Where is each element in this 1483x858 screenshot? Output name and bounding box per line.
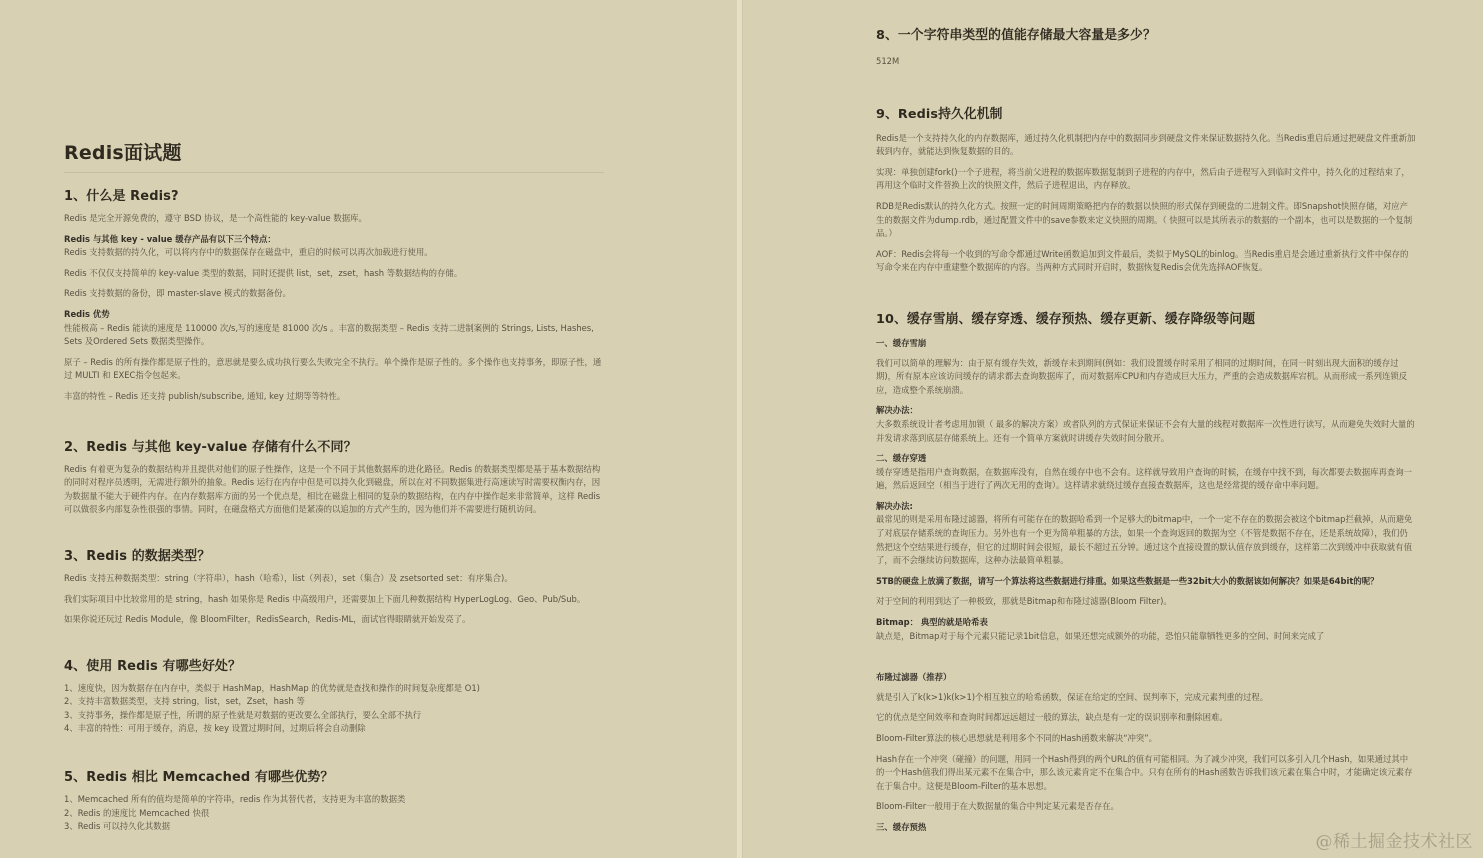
features-label: Redis 与其他 key - value 缓存产品有以下三个特点： — [64, 233, 276, 244]
feature-item: Redis 支持数据的备份，即 master-slave 模式的数据备份。 — [64, 288, 291, 299]
section-heading: 9、Redis持久化机制 — [876, 106, 1003, 122]
paragraph: 对于空间的利用到达了一种极致，那就是Bitmap和布隆过滤器(Bloom Filter)。 — [876, 596, 1172, 607]
paragraph: Redis是一个支持持久化的内存数据库，通过持久化机制把内存中的数据同步到硬盘文件来保证数据持久化。当Redis重启后通过把硬盘文件重新加载到内存，就能达到恢复数据的目的。 — [876, 132, 1416, 157]
section-heading: 5、Redis 相比 Memcached 有哪些优势？ — [64, 770, 334, 786]
paragraph: Redis 是完全开源免费的，遵守 BSD 协议，是一个高性能的 key-value 数据库。 — [64, 213, 367, 223]
left-page — [0, 0, 737, 858]
paragraph: 缓存穿透是指用户查询数据，在数据库没有，自然在缓存中也不会有。这样就导致用户查询的时候，在缓存中找不到，每次都要去数据库再查询一遍，然后返回空（相当于进行了两次无用的查询）。这样请求就绕过缓存直接查数据库，这也是经常提的缓存命中率问题。 — [876, 466, 1412, 491]
paragraph: 大多数系统设计者考虑用加锁（ 最多的解决方案）或者队列的方式保证来保证不会有大量的线程对数据库一次性进行读写，从而避免失效时大量的并发请求落到底层存储系统上。还有一个简单方案就时讲缓存失效时间分散开。 — [876, 418, 1415, 443]
section-heading: 10、缓存雪崩、缓存穿透、缓存预热、缓存更新、缓存降级等问题 — [876, 311, 1256, 327]
paragraph: AOF：Redis会将每一个收到的写命令都通过Write函数追加到文件最后，类似于MySQL的binlog。当Redis重启是会通过重新执行文件中保存的写命令来在内存中重建整个数据库的内容。当两种方式同时开启时，数据恢复Redis会优先选择AOF恢复。 — [876, 248, 1409, 273]
section-heading: 4、使用 Redis 有哪些好处？ — [64, 658, 242, 674]
paragraph: Bloom-Filter一般用于在大数据量的集合中判定某元素是否存在。 — [876, 801, 1119, 812]
bitmap-label: Bitmap： 典型的就是哈希表 — [876, 617, 988, 628]
paragraph: 我们可以简单的理解为：由于原有缓存失效，新缓存未到期间(例如：我们设置缓存时采用了相同的过期时间，在同一时刻出现大面积的缓存过期)，所有原本应该访问缓存的请求都去查询数据库了，而对数据库CPU和内存造成巨大压力，严重的会造成数据库宕机。从而形成一系列连锁反应，造成整个系统崩溃。 — [876, 357, 1408, 395]
list-item: 2、支持丰富数据类型，支持 string，list，set，Zset，hash 等 — [64, 696, 305, 707]
question-5tb: 5TB的硬盘上放满了数据，请写一个算法将这些数据进行排重。如果这些数据是一些32bit大小的数据该如何解决？如果是64bit的呢？ — [876, 575, 1379, 586]
section-redis-vs-kv — [64, 436, 604, 517]
answer: 512M — [876, 56, 900, 66]
paragraph: 它的优点是空间效率和查询时间都远远超过一般的算法，缺点是有一定的误识别率和删除困难。 — [876, 712, 1228, 723]
advantage-item: 丰富的特性 – Redis 还支持 publish/subscribe, 通知, key 过期等等特性。 — [64, 390, 346, 401]
feature-item: Redis 支持数据的持久化，可以将内存中的数据保存在磁盘中，重启的时候可以再次加载进行使用。 — [64, 247, 433, 258]
solution-label: 解决办法: — [876, 500, 913, 511]
section-data-types — [64, 545, 604, 627]
list-item: 1、速度快，因为数据存在内存中，类似于 HashMap，HashMap 的优势就是查找和操作的时间复杂度都是 O1) — [64, 682, 480, 693]
paragraph: 如果你说还玩过 Redis Module，像 BloomFilter，RedisSearch，Redis-ML，面试官得眼睛就开始发亮了。 — [64, 614, 471, 625]
section-benefits — [64, 655, 604, 736]
subheading-preheat: 三、缓存预热 — [876, 821, 927, 832]
memcached-list — [64, 793, 604, 834]
section-heading: 2、Redis 与其他 key-value 存储有什么不同？ — [64, 439, 357, 455]
advantage-item: 原子 – Redis 的所有操作都是原子性的，意思就是要么成功执行要么失败完全不执行。单个操作是原子性的。多个操作也支持事务，即原子性，通过 MULTI 和 EXEC指令包起来。 — [64, 356, 602, 381]
section-what-is-redis — [64, 185, 604, 404]
advantage-item: 性能极高 – Redis 能读的速度是 110000 次/s,写的速度是 81000 次/s 。丰富的数据类型 – Redis 支持二进制案例的 Strings, Lists, Hashes, Sets 及Ordered Sets 数据类型操作。 — [64, 322, 594, 347]
paragraph: 缺点是，Bitmap对于每个元素只能记录1bit信息，如果还想完成额外的功能，恐怕只能靠牺牲更多的空间、时间来完成了 — [876, 630, 1325, 641]
section-heading: 8、一个字符串类型的值能存储最大容量是多少？ — [876, 28, 1156, 43]
paragraph: Redis 有着更为复杂的数据结构并且提供对他们的原子性操作，这是一个不同于其他数据库的进化路径。Redis 的数据类型都是基于基本数据结构的同时对程序员透明，无需进行额外的抽象。Redis 运行在内存中但是可以持久化到磁盘，所以在对不同数据集进行高速读写时需要权衡内存，因为数据量不能大于硬件内存。在内存数据库方面的另一个优点是，相比在磁盘上相同的复杂的数据结构，在内存中操作起来非常简单，这样 Redis可以做很多内部复杂性很强的事情。同时，在磁盘格式方面他们是紧凑的以追加的方式产生的，因为他们并不需要进行随机访问。 — [64, 463, 601, 515]
paragraph: 实现：单独创建fork()一个子进程，将当前父进程的数据库数据复制到子进程的内存中，然后由子进程写入到临时文件中，持久化的过程结束了，再用这个临时文件替换上次的快照文件，然后子进程退出，内存释放。 — [876, 166, 1410, 191]
section-heading: 3、Redis 的数据类型？ — [64, 548, 211, 564]
paragraph: 我们实际项目中比较常用的是 string，hash 如果你是 Redis 中高级用户，还需要加上下面几种数据结构 HyperLogLog、Geo、Pub/Sub。 — [64, 593, 586, 604]
list-item: 2、Redis 的速度比 Memcached 快很 — [64, 807, 210, 818]
paragraph: RDB是Redis默认的持久化方式。按照一定的时间周期策略把内存的数据以快照的形式保存到硬盘的二进制文件。即Snapshot快照存储，对应产生的数据文件为dump.rdb，通过配置文件中的save参数来定义快照的周期。（ 快照可以是其所表示的数据的一个副本，也可以是数据的一个复制品。） — [876, 200, 1413, 239]
section-cache-issues — [876, 308, 1416, 835]
left-page-content — [64, 138, 604, 858]
list-item: 3、Redis 可以持久化其数据 — [64, 821, 170, 832]
paragraph: 就是引入了k(k>1)k(k>1)个相互独立的哈希函数，保证在给定的空间、误判率下，完成元素判重的过程。 — [876, 691, 1269, 702]
right-page-content — [876, 24, 1416, 835]
bloom-filter-label: 布隆过滤器（推荐） — [876, 672, 952, 683]
benefits-list — [64, 682, 604, 736]
subheading-penetration: 二、缓存穿透 — [876, 453, 927, 464]
subheading-avalanche: 一、缓存雪崩 — [876, 337, 927, 348]
solution-label: 解决办法： — [876, 405, 918, 416]
paragraph: 最常见的则是采用布隆过滤器，将所有可能存在的数据哈希到一个足够大的bitmap中，一个一定不存在的数据会被这个bitmap拦截掉，从而避免了对底层存储系统的查询压力。另外也有一个更为简单粗暴的方法，如果一个查询返回的数据为空（不管是数据不存在，还是系统故障），我们仍然把这个空结果进行缓存，但它的过期时间会很短，最长不超过五分钟。通过这个直接设置的默认值存放到缓存，这样第二次到缓冲中获取就有值了，而不会继续访问数据库，这种办法最简单粗暴。 — [876, 514, 1413, 566]
paragraph: Hash存在一个冲突（碰撞）的问题，用同一个Hash得到的两个URL的值有可能相同。为了减少冲突，我们可以多引入几个Hash，如果通过其中的一个Hash值我们得出某元素不在集合中，那么该元素肯定不在集合中。只有在所有的Hash函数告诉我们该元素在集合中时，才能确定该元素存在于集合中。这便是Bloom-Filter的基本思想。 — [876, 753, 1413, 791]
advantages-label: Redis 优势 — [64, 308, 110, 319]
section-persistence — [876, 103, 1416, 275]
paragraph: Bloom-Filter算法的核心思想就是利用多个不同的Hash函数来解决“冲突”。 — [876, 733, 1158, 743]
section-vs-memcached — [64, 766, 604, 834]
list-item: 4、丰富的特性：可用于缓存，消息，按 key 设置过期时间，过期后将会自动删除 — [64, 723, 366, 734]
paragraph: Redis 支持五种数据类型：string（字符串），hash（哈希），list（列表），set（集合）及 zsetsorted set：有序集合)。 — [64, 572, 513, 583]
feature-item: Redis 不仅仅支持简单的 key-value 类型的数据，同时还提供 list，set，zset，hash 等数据结构的存储。 — [64, 267, 463, 278]
document-title: Redis面试题 — [64, 138, 604, 173]
list-item: 3、支持事务，操作都是原子性，所谓的原子性就是对数据的更改要么全部执行，要么全部不执行 — [64, 709, 422, 720]
section-heading: 1、什么是 Redis? — [64, 189, 179, 204]
watermark: @稀土掘金技术社区 — [1315, 832, 1473, 852]
section-string-max-size — [876, 24, 1416, 69]
right-page — [743, 0, 1483, 858]
list-item: 1、Memcached 所有的值均是简单的字符串，redis 作为其替代者，支持更为丰富的数据类 — [64, 794, 406, 805]
